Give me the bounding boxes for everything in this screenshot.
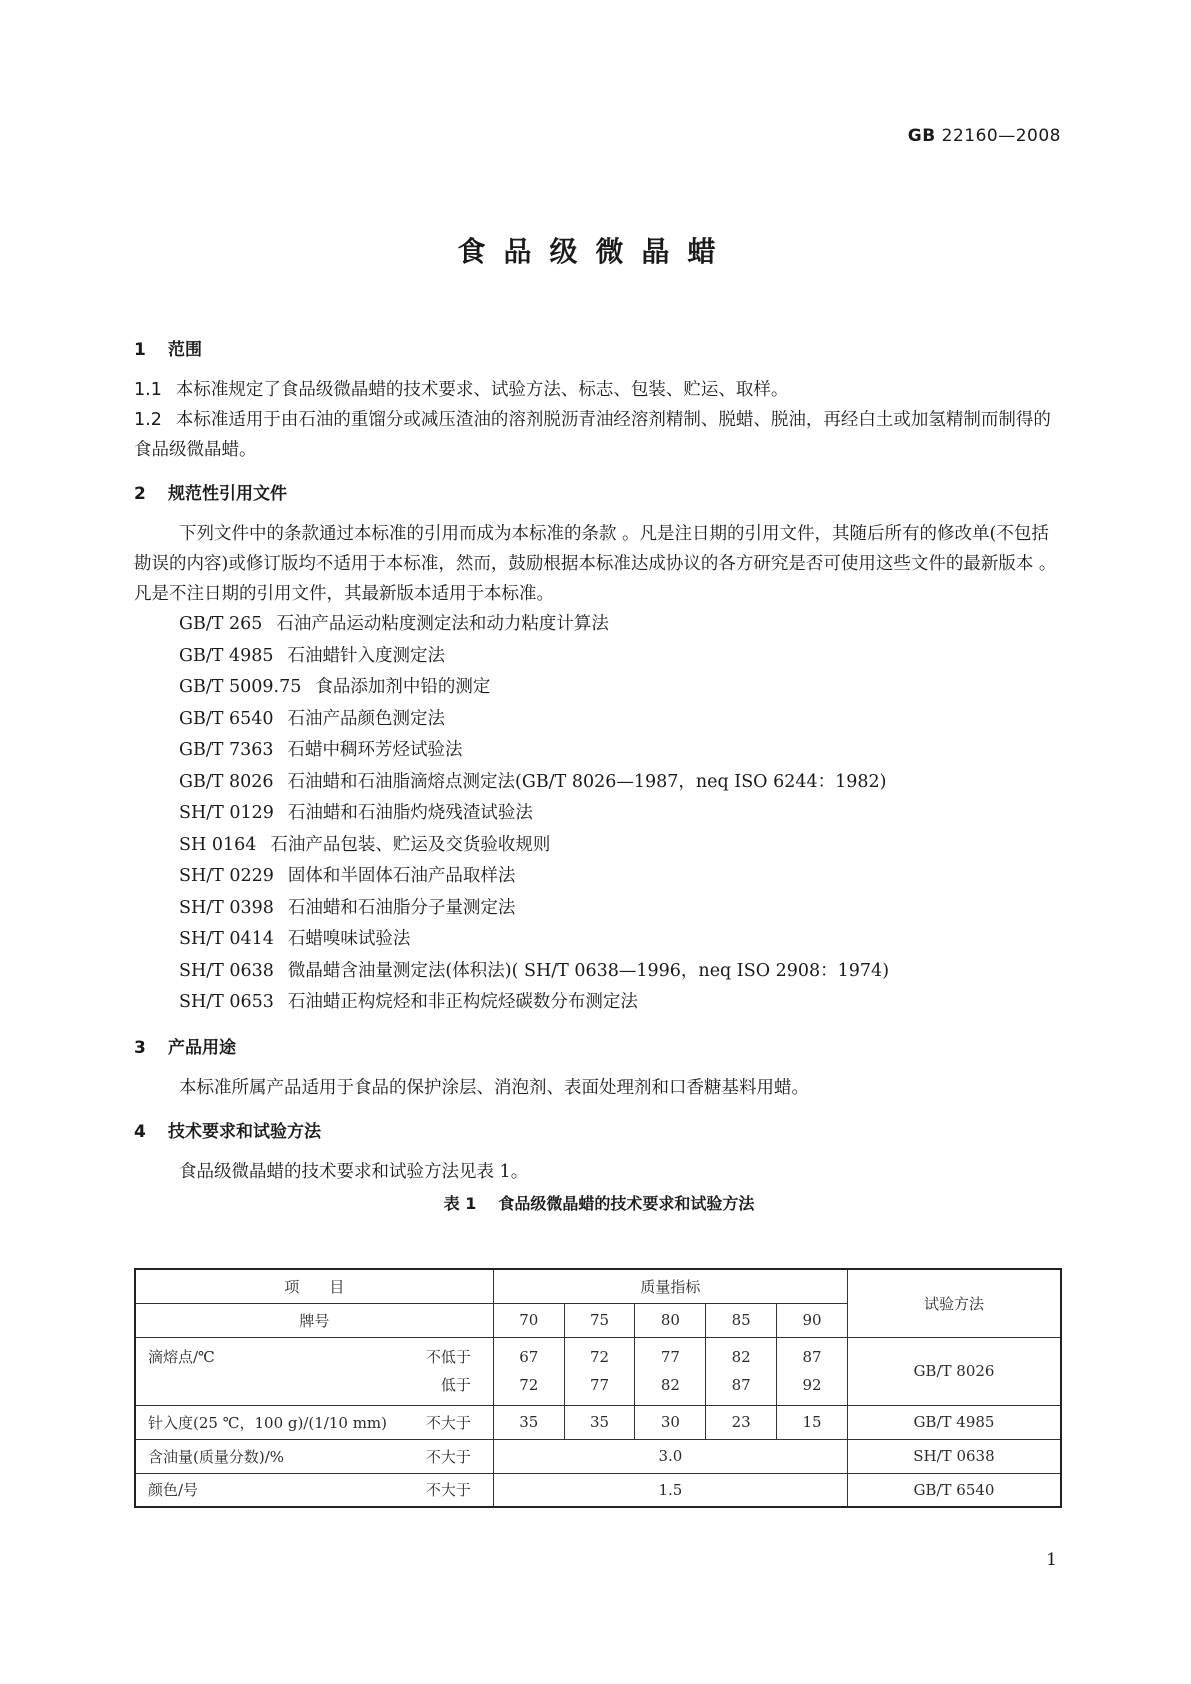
section-title: 规范性引用文件 bbox=[168, 484, 287, 504]
reference-name: 固体和半固体石油产品取样法 bbox=[287, 866, 516, 886]
clause-number: 1.1 bbox=[134, 380, 162, 400]
reference-code: GB/T 8026 bbox=[179, 771, 274, 792]
value-min: 72 bbox=[590, 1348, 610, 1366]
clause-text: 本标准适用于由石油的重馏分或减压渣油的溶剂脱沥青油经溶剂精制、脱蜡、脱油，再经白土或加氢精制而制得的食品级微晶蜡。 bbox=[134, 410, 1051, 460]
reference-item bbox=[134, 924, 1064, 956]
section-number: 1 bbox=[134, 340, 146, 360]
section-number: 2 bbox=[134, 484, 146, 504]
value-cell bbox=[706, 1337, 777, 1405]
reference-code: SH/T 0638 bbox=[179, 960, 274, 981]
reference-code: SH/T 0398 bbox=[179, 897, 274, 918]
reference-item bbox=[134, 704, 1064, 736]
value-min: 82 bbox=[731, 1348, 751, 1366]
reference-item bbox=[134, 893, 1064, 925]
reference-code: GB/T 265 bbox=[179, 614, 263, 634]
value-cell: 1.5 bbox=[493, 1473, 847, 1507]
table-label: 表 1 bbox=[443, 1193, 477, 1213]
header-grade: 牌号 bbox=[135, 1303, 493, 1337]
value-max: 82 bbox=[660, 1376, 680, 1394]
reference-item bbox=[134, 641, 1064, 673]
row-item bbox=[135, 1405, 493, 1439]
reference-name: 石油产品包装、贮运及交货验收规则 bbox=[270, 834, 551, 855]
value-cell bbox=[564, 1337, 635, 1405]
value-cell bbox=[493, 1337, 564, 1405]
table-row bbox=[135, 1439, 1061, 1473]
grade-cell: 80 bbox=[635, 1303, 706, 1337]
reference-code: SH/T 0414 bbox=[179, 929, 274, 949]
spec-table bbox=[134, 1268, 1062, 1508]
item-limit: 低于 bbox=[440, 1376, 471, 1394]
header-method: 试验方法 bbox=[847, 1269, 1061, 1337]
item-limit: 不大于 bbox=[425, 1413, 471, 1432]
table-title: 食品级微晶蜡的技术要求和试验方法 bbox=[498, 1193, 755, 1213]
section-2-intro: 下列文件中的条款通过本标准的引用而成为本标准的条款 。凡是注日期的引用文件，其随后所有的修改单(不包括勘误的内容)或修订版均不适用于本标准，然而，鼓励根据本标准达成协议的各方研究是否可使用这些文件的最新版本 。凡是不注日期的引用文件，其最新版本适用于本标准。 bbox=[134, 524, 1057, 604]
reference-name: 石蜡嗅味试验法 bbox=[287, 929, 411, 949]
method-cell: GB/T 6540 bbox=[847, 1473, 1061, 1507]
value-max: 87 bbox=[731, 1376, 751, 1394]
standard-prefix: GB bbox=[907, 126, 936, 146]
value-cell: 35 bbox=[564, 1405, 635, 1439]
section-4-heading bbox=[134, 1117, 1064, 1147]
reference-code: SH/T 0229 bbox=[179, 866, 274, 886]
reference-code: SH 0164 bbox=[179, 834, 257, 855]
table-row bbox=[135, 1337, 1061, 1405]
item-name: 含油量(质量分数)/% bbox=[148, 1447, 285, 1466]
reference-name: 石蜡中稠环芳烃试验法 bbox=[287, 740, 463, 760]
table-caption bbox=[134, 1189, 1064, 1219]
reference-code: SH/T 0653 bbox=[179, 992, 274, 1012]
clause-1-2 bbox=[134, 405, 1064, 465]
standard-number: 22160—2008 bbox=[941, 126, 1061, 146]
section-number: 4 bbox=[134, 1121, 146, 1142]
item-name: 针入度(25 ℃，100 g)/(1/10 mm) bbox=[148, 1413, 387, 1432]
item-name: 滴熔点/℃ bbox=[148, 1348, 215, 1366]
reference-name: 石油产品运动粘度测定法和动力粘度计算法 bbox=[276, 614, 609, 634]
reference-name: 食品添加剂中铅的测定 bbox=[315, 677, 491, 697]
reference-name: 石油蜡和石油脂分子量测定法 bbox=[287, 897, 516, 918]
row-item bbox=[135, 1473, 493, 1507]
reference-item bbox=[134, 767, 1064, 799]
reference-name: 石油蜡针入度测定法 bbox=[287, 645, 446, 666]
value-min: 77 bbox=[660, 1348, 680, 1366]
reference-item bbox=[134, 798, 1064, 830]
reference-code: GB/T 7363 bbox=[179, 740, 274, 760]
section-number: 3 bbox=[134, 1037, 146, 1058]
section-2-heading bbox=[134, 479, 1064, 509]
value-cell bbox=[635, 1337, 706, 1405]
item-limit: 不低于 bbox=[425, 1348, 471, 1366]
value-cell: 30 bbox=[635, 1405, 706, 1439]
reference-code: GB/T 4985 bbox=[179, 645, 274, 666]
grade-cell: 90 bbox=[777, 1303, 848, 1337]
grade-cell: 75 bbox=[564, 1303, 635, 1337]
document-title: 食品级微晶蜡 bbox=[457, 235, 734, 268]
grade-cell: 85 bbox=[706, 1303, 777, 1337]
clause-text: 本标准规定了食品级微晶蜡的技术要求、试验方法、标志、包装、贮运、取样。 bbox=[175, 380, 789, 400]
section-title: 技术要求和试验方法 bbox=[168, 1121, 321, 1142]
row-item bbox=[135, 1337, 493, 1405]
item-limit: 不大于 bbox=[425, 1447, 471, 1466]
value-cell bbox=[777, 1337, 848, 1405]
clause-number: 1.2 bbox=[134, 410, 162, 430]
header-quality: 质量指标 bbox=[493, 1269, 847, 1303]
section-title: 产品用途 bbox=[168, 1037, 236, 1058]
value-max: 92 bbox=[802, 1376, 822, 1394]
value-cell: 23 bbox=[706, 1405, 777, 1439]
table-row bbox=[135, 1473, 1061, 1507]
standard-code bbox=[908, 126, 1061, 146]
page-number: 1 bbox=[1046, 1550, 1057, 1570]
value-min: 87 bbox=[802, 1348, 822, 1366]
reference-name: 石油蜡和石油脂滴熔点测定法(GB/T 8026—1987，neq ISO 6244：1982) bbox=[287, 771, 887, 792]
section-4-text: 食品级微晶蜡的技术要求和试验方法见表 1。 bbox=[179, 1161, 529, 1182]
method-cell: GB/T 4985 bbox=[847, 1405, 1061, 1439]
reference-item bbox=[134, 609, 1064, 641]
section-3-text: 本标准所属产品适用于食品的保护涂层、消泡剂、表面处理剂和口香糖基料用蜡。 bbox=[179, 1077, 809, 1098]
table-row bbox=[135, 1405, 1061, 1439]
method-cell: SH/T 0638 bbox=[847, 1439, 1061, 1473]
reference-code: GB/T 6540 bbox=[179, 708, 274, 729]
reference-name: 石油蜡和石油脂灼烧残渣试验法 bbox=[287, 803, 533, 823]
value-cell: 15 bbox=[777, 1405, 848, 1439]
row-item bbox=[135, 1439, 493, 1473]
reference-item bbox=[134, 830, 1064, 862]
value-max: 77 bbox=[590, 1376, 610, 1394]
item-limit: 不大于 bbox=[425, 1481, 471, 1500]
grade-cell: 70 bbox=[493, 1303, 564, 1337]
reference-name: 微晶蜡含油量测定法(体积法)( SH/T 0638—1996，neq ISO 2908：1974) bbox=[287, 960, 890, 981]
reference-item bbox=[134, 735, 1064, 767]
reference-code: GB/T 5009.75 bbox=[179, 677, 302, 697]
reference-name: 石油产品颜色测定法 bbox=[287, 708, 446, 729]
reference-code: SH/T 0129 bbox=[179, 803, 274, 823]
value-max: 72 bbox=[519, 1376, 539, 1394]
reference-item bbox=[134, 861, 1064, 893]
section-1-heading bbox=[134, 335, 1064, 365]
reference-item bbox=[134, 956, 1064, 988]
section-title: 范围 bbox=[168, 340, 202, 360]
reference-name: 石油蜡正构烷烃和非正构烷烃碳数分布测定法 bbox=[287, 992, 638, 1012]
value-cell: 35 bbox=[493, 1405, 564, 1439]
reference-item bbox=[134, 987, 1064, 1019]
reference-list bbox=[134, 609, 1064, 1019]
table-header-row bbox=[135, 1269, 1061, 1303]
reference-item bbox=[134, 672, 1064, 704]
value-min: 67 bbox=[519, 1348, 539, 1366]
method-cell: GB/T 8026 bbox=[847, 1337, 1061, 1405]
section-3-heading bbox=[134, 1033, 1064, 1063]
item-name: 颜色/号 bbox=[148, 1481, 199, 1500]
clause-1-1 bbox=[134, 375, 1064, 405]
document-body bbox=[134, 335, 1064, 1219]
header-item: 项 目 bbox=[135, 1269, 493, 1303]
value-cell: 3.0 bbox=[493, 1439, 847, 1473]
